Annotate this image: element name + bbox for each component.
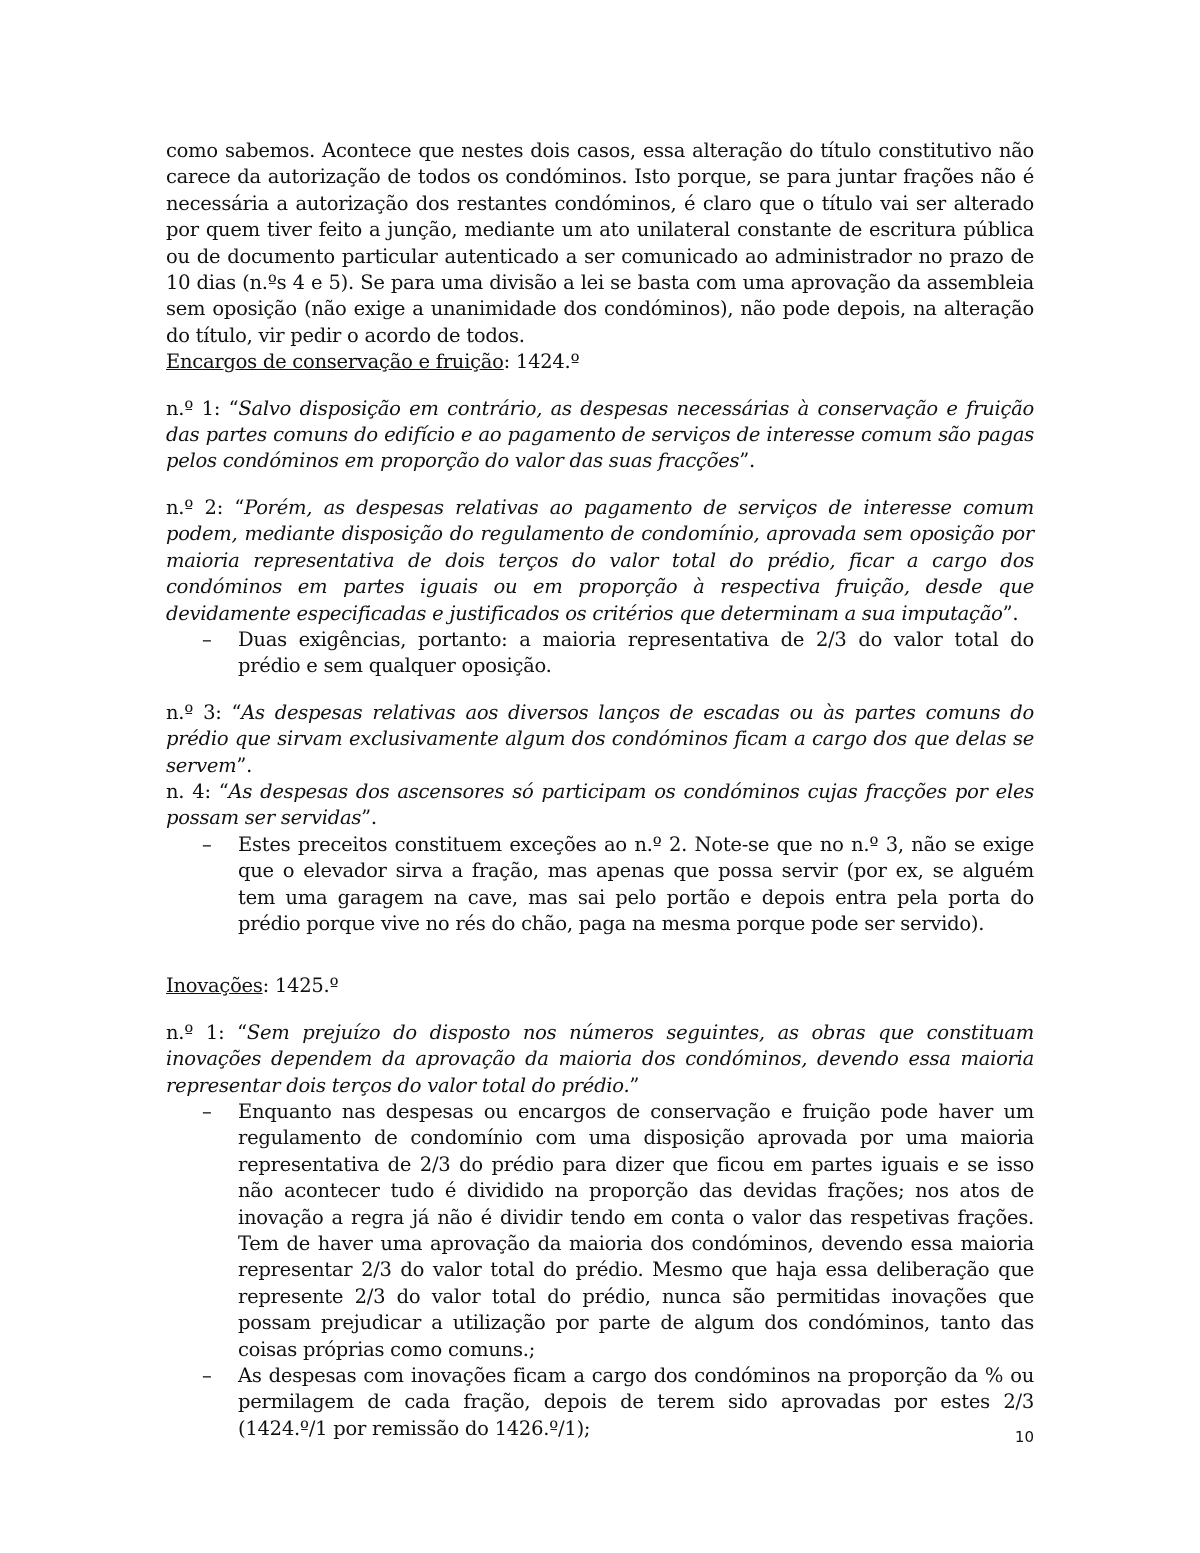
quote-end: ”. bbox=[361, 806, 377, 830]
legal-quote: As despesas dos ascensores só participam os condóminos cujas fracções por eles possam ser servidas bbox=[166, 779, 1034, 830]
paragraph-label: n.º 1: “ bbox=[166, 1020, 247, 1044]
list-item: – Enquanto nas despesas ou encargos de conservação e fruição pode haver um regulamento de condomínio com uma disposição aprovada por uma maioria representativa de 2/3 do prédio para dizer que ficou em partes iguais e se isso não acontecer tudo é dividido na proporção das devidas frações; nos atos de inovação a regra já não é dividir tendo em conta o valor das respetivas frações. Tem de haver uma aprovação da maioria dos condóminos, devendo essa maioria representar 2/3 do valor total do prédio. Mesmo que haja essa deliberação que represente 2/3 do valor total do prédio, nunca são permitidas inovações que possam prejudicar a utilização por parte de algum dos condóminos, tanto das coisas próprias como comuns.; bbox=[166, 1099, 1034, 1363]
quote-end: ” bbox=[629, 1073, 640, 1097]
legal-quote: Sem prejuízo do disposto nos números seguintes, as obras que constituam inovações dependem da aprovação da maioria dos condóminos, devendo essa maioria representar dois terços do valor total do prédio. bbox=[166, 1020, 1034, 1097]
page-number: 10 bbox=[1014, 1428, 1034, 1446]
document-page bbox=[166, 138, 1034, 1442]
legal-quote: Porém, as despesas relativas ao pagamento de serviços de interesse comum podem, mediante disposição do regulamento de condomínio, aprovada sem oposição por maioria representativa de dois terços do valor total do prédio, ficar a cargo dos condóminos em partes iguais ou em proporção à respectiva fruição, desde que devidamente especificadas e justificados os critérios que determinam a sua imputação bbox=[166, 495, 1034, 625]
legal-quote: Salvo disposição em contrário, as despesas necessárias à conservação e fruição das partes comuns do edifício e ao pagamento de serviços de interesse comum são pagas pelos condóminos em proporção do valor das suas fracções bbox=[166, 396, 1034, 473]
list-item: – Duas exigências, portanto: a maioria representativa de 2/3 do valor total do prédio e sem qualquer oposição. bbox=[166, 627, 1034, 680]
paragraph-label: n. 4: “ bbox=[166, 779, 229, 803]
bullet-list bbox=[166, 1099, 1034, 1442]
section-heading-encargos bbox=[166, 349, 1034, 375]
list-item: – Estes preceitos constituem exceções ao n.º 2. Note-se que no n.º 3, não se exige que o elevador sirva a fração, mas apenas que possa servir (por ex, se alguém tem uma garagem na cave, mas sai pelo portão e depois entra pela porta do prédio porque vive no rés do chão, paga na mesma porque pode ser servido). bbox=[166, 832, 1034, 938]
article-paragraph-n3 bbox=[166, 700, 1034, 779]
section-heading-inovacoes bbox=[166, 973, 1034, 999]
article-ref: : 1424.º bbox=[503, 350, 580, 374]
paragraph-label: n.º 3: “ bbox=[166, 700, 242, 724]
quote-end: ”. bbox=[236, 753, 253, 777]
bullet-list bbox=[166, 627, 1034, 680]
bullet-list bbox=[166, 832, 1034, 938]
list-item: – As despesas com inovações ficam a cargo dos condóminos na proporção da % ou permilagem de cada fração, depois de terem sido aprovadas por estes 2/3 (1424.º/1 por remissão do 1426.º/1); bbox=[166, 1363, 1034, 1442]
heading-text: Encargos de conservação e fruição bbox=[166, 350, 504, 374]
article-paragraph-n4 bbox=[166, 779, 1034, 832]
article-paragraph-inov-n1 bbox=[166, 1020, 1034, 1099]
article-paragraph-n1 bbox=[166, 396, 1034, 475]
article-paragraph-n2 bbox=[166, 495, 1034, 627]
paragraph-label: n.º 1: “ bbox=[166, 396, 239, 420]
intro-paragraph: como sabemos. Acontece que nestes dois casos, essa alteração do título constitutivo não carece da autorização de todos os condóminos. Isto porque, se para juntar frações não é necessária a autorização dos restantes condóminos, é claro que o título vai ser alterado por quem tiver feito a junção, mediante um ato unilateral constante de escritura pública ou de documento particular autenticado a ser comunicado ao administrador no prazo de 10 dias (n.ºs 4 e 5). Se para uma divisão a lei se basta com uma aprovação da assembleia sem oposição (não exige a unanimidade dos condóminos), não pode depois, na alteração do título, vir pedir o acordo de todos. bbox=[166, 139, 1034, 347]
legal-quote: As despesas relativas aos diversos lanços de escadas ou às partes comuns do prédio que sirvam exclusivamente algum dos condóminos ficam a cargo dos que delas se servem bbox=[166, 700, 1034, 777]
quote-end: ”. bbox=[739, 449, 755, 473]
heading-text: Inovações bbox=[166, 974, 263, 998]
quote-end: ”. bbox=[1002, 601, 1019, 625]
article-ref: : 1425.º bbox=[262, 974, 339, 998]
paragraph-label: n.º 2: “ bbox=[166, 495, 245, 519]
